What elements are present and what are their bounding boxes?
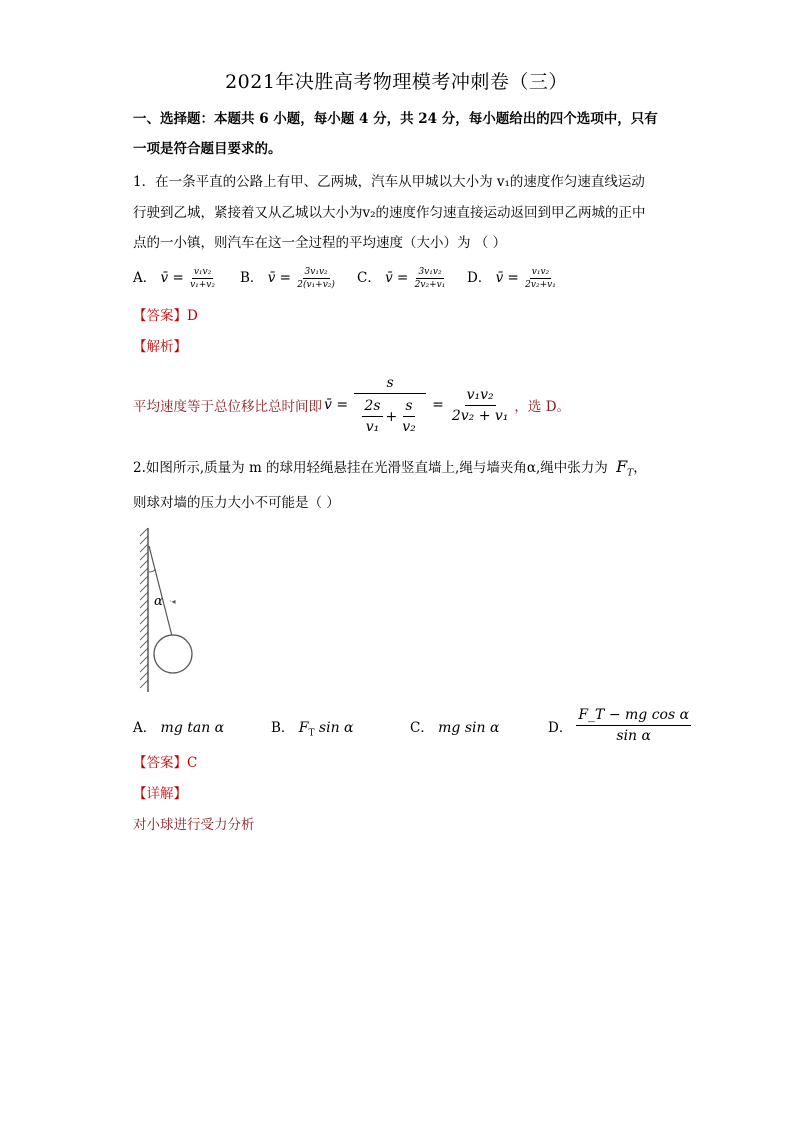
q1-option-c-num: 3v₁v₂ xyxy=(418,267,442,277)
q1-option-d-label: D． xyxy=(467,270,492,286)
q2-text-line1-end: ， xyxy=(633,460,647,476)
q1-option-b-den: 2(v₁+v₂) xyxy=(297,280,335,290)
q1-explanation-equals: = xyxy=(432,397,444,413)
section-header-line2: 一项是符合题目要求的。 xyxy=(133,141,282,157)
q2-option-b-sub: T xyxy=(308,728,315,739)
q2-option-b-label: B． xyxy=(271,720,295,736)
q1-explanation-inner2-num: s xyxy=(403,396,414,417)
q2-option-c-expr: mg sin α xyxy=(438,720,500,736)
angle-marker: ·◂ xyxy=(169,597,176,606)
q2-option-b-expr: F xyxy=(298,720,309,736)
q2-answer xyxy=(133,753,197,773)
q1-answer-label: 【答案】 xyxy=(133,308,187,324)
q1-explanation-inner2 xyxy=(400,396,418,437)
rope-line xyxy=(149,546,172,636)
q2-option-d-label: D． xyxy=(548,719,573,736)
q1-answer-value: D xyxy=(187,308,198,324)
q2-option-d xyxy=(548,705,691,746)
q2-option-a xyxy=(133,716,224,736)
q1-option-b xyxy=(240,266,337,291)
q1-analysis-label: 【解析】 xyxy=(133,339,187,355)
q1-option-b-fraction xyxy=(295,266,337,291)
q2-option-d-num: F_T − mg cos α xyxy=(576,705,691,726)
angle-label: α xyxy=(154,594,163,609)
q1-explanation-outer-fraction xyxy=(354,373,426,437)
q1-option-c xyxy=(357,266,447,291)
wall-hatching xyxy=(140,528,148,692)
q1-option-a-lhs: v̄ = xyxy=(160,270,184,286)
q1-option-d-num: v₁v₂ xyxy=(531,267,550,277)
q1-text-line2: 行驶到乙城，紧接着又从乙城以大小为v₂的速度作匀速直接运动返回到甲乙两城的正中 xyxy=(133,205,646,221)
q1-explanation-plus: + xyxy=(385,408,398,425)
q2-option-a-expr: mg tan α xyxy=(160,720,225,736)
q2-option-c xyxy=(410,716,499,736)
q1-option-a xyxy=(133,266,217,291)
q1-answer xyxy=(133,306,198,326)
q1-option-c-fraction xyxy=(413,266,448,291)
q2-tension-symbol: F xyxy=(616,457,628,476)
wall-ball-diagram xyxy=(138,526,208,696)
q1-text-line3: 点的一小镇，则汽车在这一全过程的平均速度（大小）为 （ ） xyxy=(133,235,507,251)
q2-option-d-fraction xyxy=(576,705,691,746)
q2-tension-sub: T xyxy=(627,468,634,479)
q1-explanation-inner2-den: v₂ xyxy=(402,419,416,435)
q2-text-line1 xyxy=(133,457,647,484)
q2-text-line1-main: 2.如图所示,质量为 m 的球用轻绳悬挂在光滑竖直墙上,绳与墙夹角α,绳中张力为 xyxy=(133,460,608,476)
q2-option-b xyxy=(271,716,354,739)
page-title: 2021年决胜高考物理模考冲刺卷（三） xyxy=(225,71,568,93)
q1-option-d-fraction xyxy=(523,266,558,291)
q1-option-b-num: 3v₁v₂ xyxy=(304,267,328,277)
q2-answer-label: 【答案】 xyxy=(133,755,187,771)
q1-option-c-lhs: v̄ = xyxy=(385,270,409,286)
q1-option-b-lhs: v̄ = xyxy=(267,270,291,286)
q1-explanation-inner1-num: 2s xyxy=(362,396,382,417)
q1-option-b-label: B． xyxy=(240,270,264,286)
q1-option-a-den: v₁+v₂ xyxy=(190,280,216,290)
q1-explanation-outer-den xyxy=(360,394,419,437)
q2-text-line2: 则球对墙的压力大小不可能是（ ） xyxy=(133,495,340,511)
q1-option-a-label: A． xyxy=(133,270,157,286)
q2-detail-text: 对小球进行受力分析 xyxy=(133,817,255,833)
q1-option-d-den: 2v₂+v₁ xyxy=(525,280,556,290)
q1-explanation-prefix: 平均速度等于总位移比总时间即 xyxy=(133,399,322,415)
q1-option-d-lhs: v̄ = xyxy=(495,270,519,286)
q1-option-a-fraction xyxy=(188,266,217,291)
section-header-line1: 一、选择题：本题共 6 小题，每小题 4 分，共 24 分，每小题给出的四个选项中，只有 xyxy=(133,111,658,127)
q1-explanation-vbar: v̄ = xyxy=(324,397,349,413)
q2-option-b-expr2: sin α xyxy=(314,720,354,736)
angle-arc xyxy=(149,569,155,572)
q1-option-c-den: 2v₂+v₁ xyxy=(414,280,446,290)
q1-explanation-result-den: 2v₂ + v₁ xyxy=(451,407,509,424)
q2-answer-value: C xyxy=(187,755,198,771)
q1-text-line1: 1．在一条平直的公路上有甲、乙两城，汽车从甲城以大小为 v₁的速度作匀速直线运动 xyxy=(133,174,645,190)
ball-circle xyxy=(154,635,192,673)
q2-option-a-label: A． xyxy=(133,720,157,736)
q1-explanation xyxy=(133,370,570,440)
q2-detail-label: 【详解】 xyxy=(133,786,187,802)
q1-option-c-label: C． xyxy=(357,270,381,286)
q1-explanation-inner1 xyxy=(362,396,382,437)
q1-option-a-num: v₁v₂ xyxy=(193,267,212,277)
q1-option-d xyxy=(467,266,558,291)
q2-option-c-label: C． xyxy=(410,720,434,736)
q2-option-d-den: sin α xyxy=(616,728,651,744)
q1-explanation-result xyxy=(450,385,511,426)
q1-explanation-inner1-den: v₁ xyxy=(365,419,380,435)
q1-explanation-result-num: v₁v₂ xyxy=(465,385,496,406)
q1-explanation-suffix: ，选 D。 xyxy=(514,399,571,415)
q1-explanation-outer-num: s xyxy=(354,373,426,394)
